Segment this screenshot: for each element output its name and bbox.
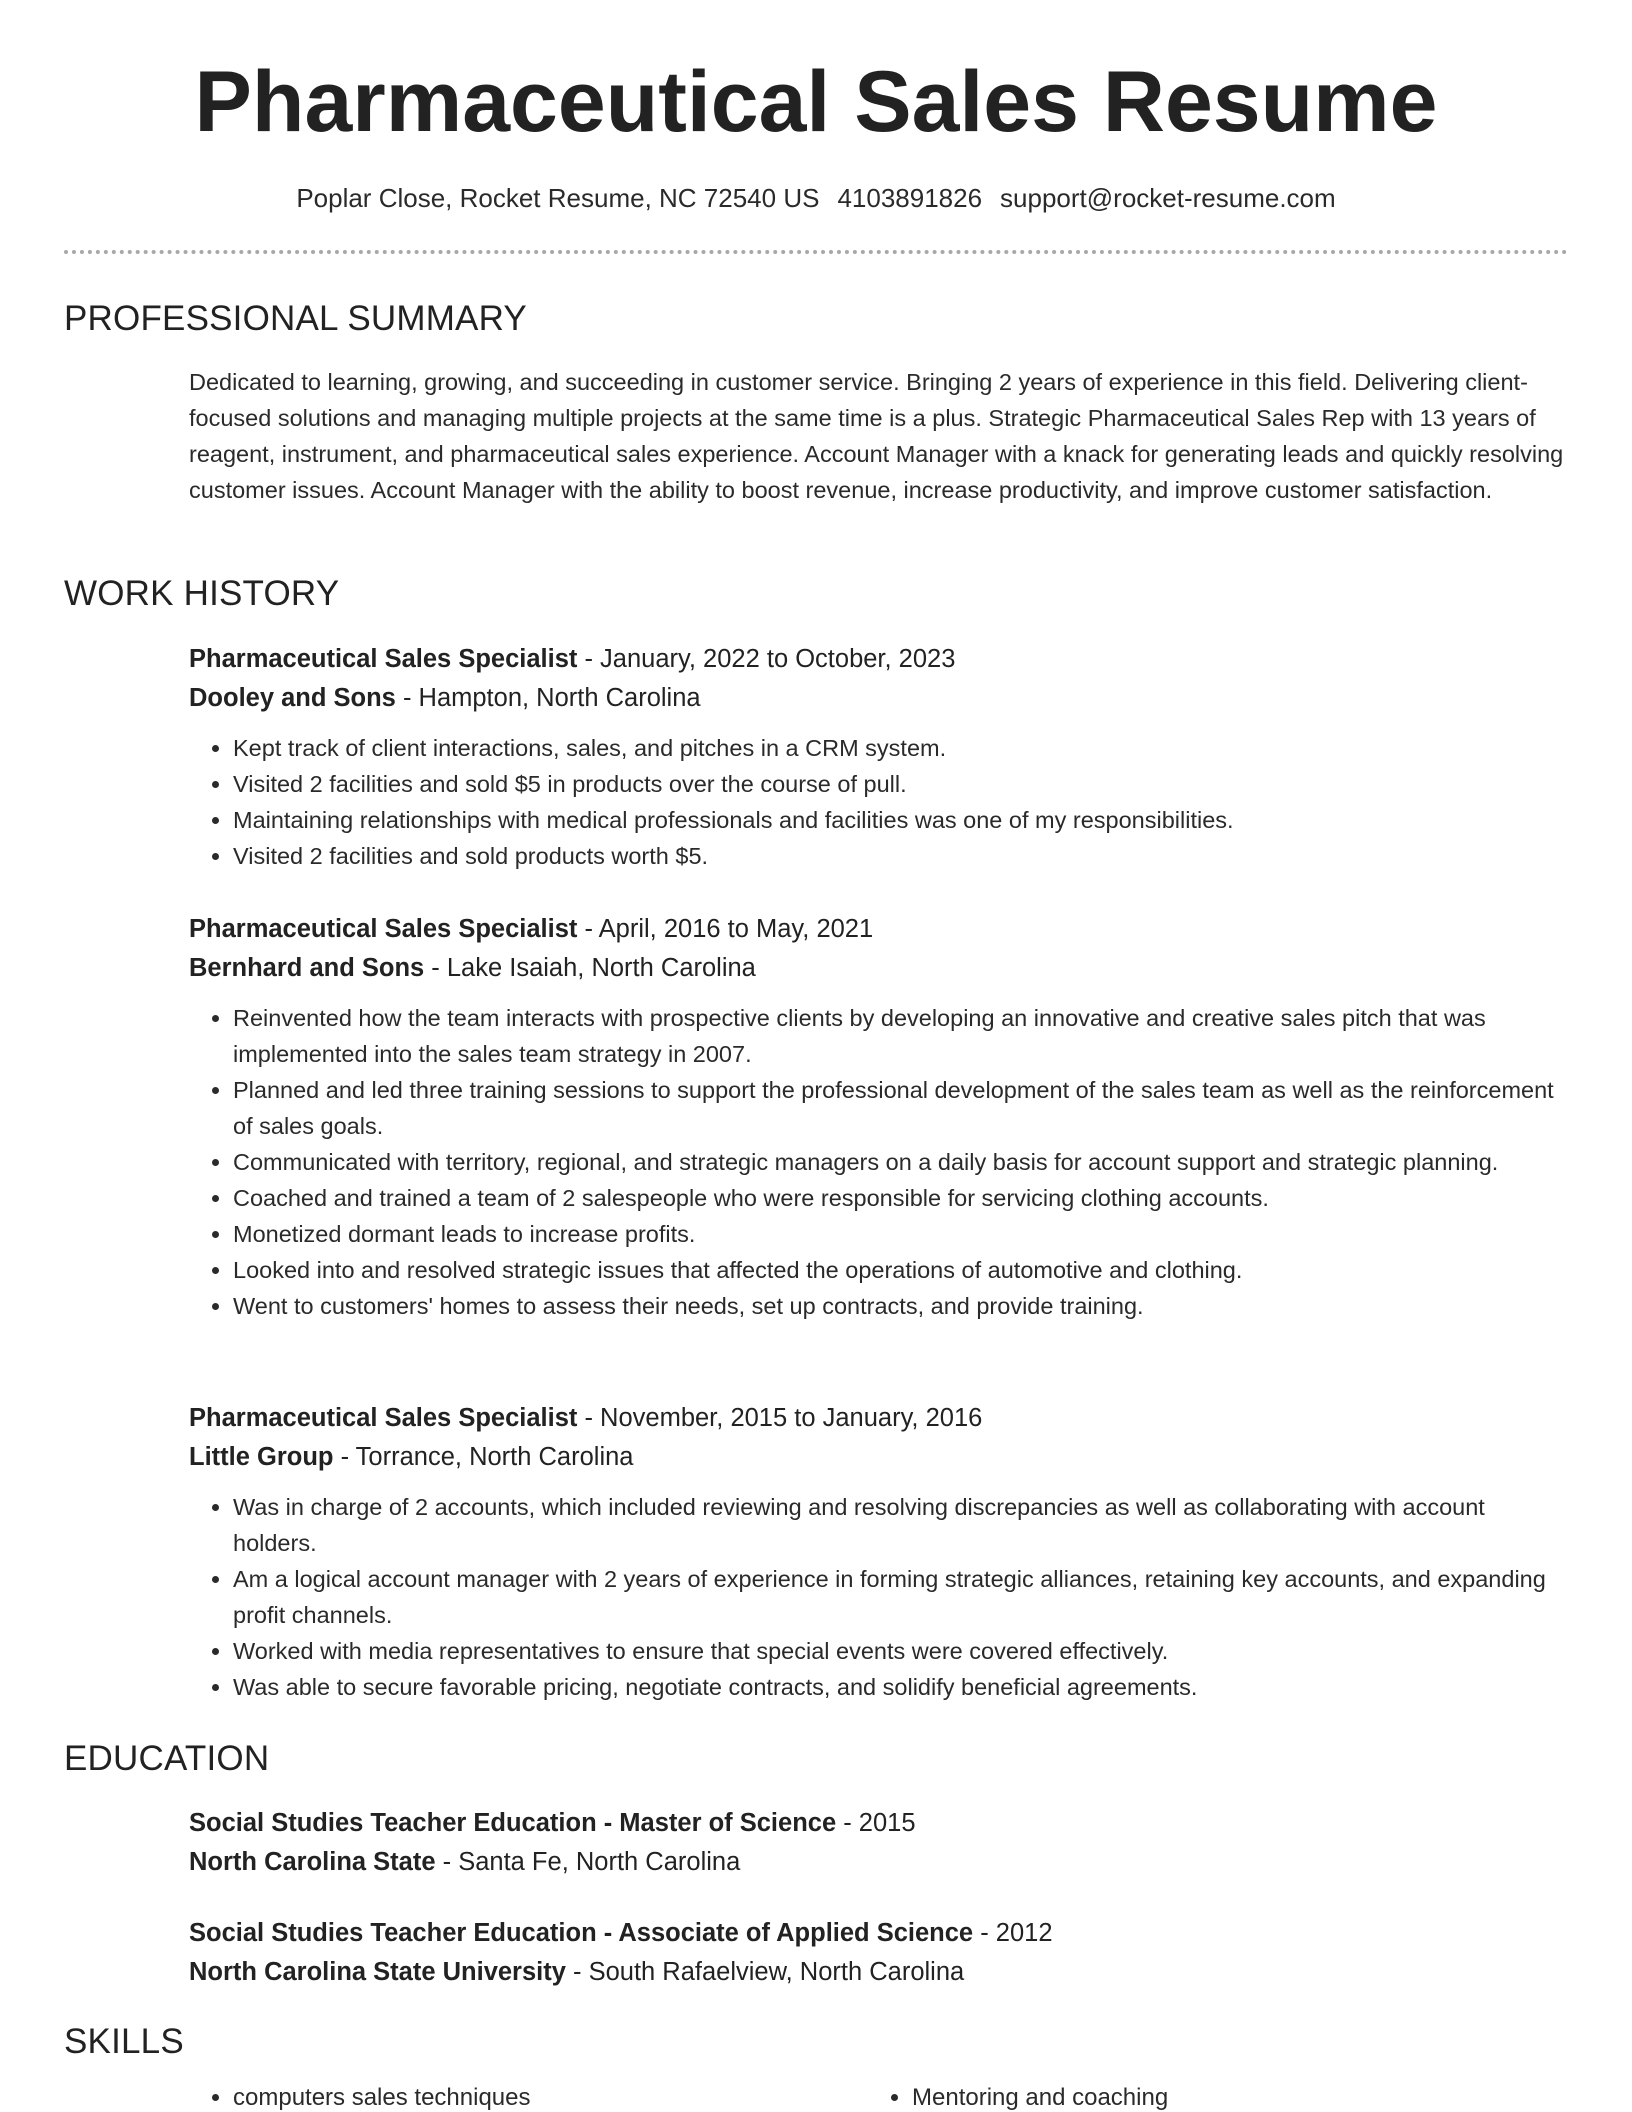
contact-email: support@rocket-resume.com (1000, 183, 1336, 213)
job-bullets (189, 1489, 1569, 1705)
job-bullet: • Went to customers' homes to assess their needs, set up contracts, and provide training. (233, 1288, 1569, 1324)
education-school-line (189, 1843, 1569, 1882)
resume-title: Pharmaceutical Sales Resume (194, 54, 1438, 150)
skills-list (189, 2080, 849, 2112)
education-entry (189, 1914, 1569, 1992)
job-bullet: • Was able to secure favorable pricing, negotiate contracts, and solidify beneficial agreements. (233, 1669, 1569, 1705)
job-entry (189, 910, 1569, 1324)
contact-line (0, 180, 1632, 216)
job-company-line (189, 1438, 1569, 1477)
education-entry (189, 1804, 1569, 1882)
skill-item: • Mentoring and coaching (912, 2080, 1528, 2112)
job-location: - Torrance, North Carolina (333, 1443, 634, 1471)
skills-column-right (868, 2080, 1528, 2112)
job-entry (189, 640, 1569, 874)
education-degree: Social Studies Teacher Education - Associate of Applied Science (189, 1919, 974, 1947)
job-role: Pharmaceutical Sales Specialist (189, 1404, 578, 1432)
job-company-line (189, 679, 1569, 718)
job-bullet: • Visited 2 facilities and sold $5 in products over the course of pull. (233, 766, 1569, 802)
job-bullet: • Coached and trained a team of 2 salespeople who were responsible for servicing clothing accounts. (233, 1180, 1569, 1216)
summary-text: Dedicated to learning, growing, and succeeding in customer service. Bringing 2 years of experience in this field. Delivering client-focused solutions and managing multiple projects at the same time is a plus. Strategic Pharmaceutical Sales Rep with 13 years of reagent, instrument, and pharmaceutical sales experience. Account Manager with a knack for generating leads and quickly resolving customer issues. Account Manager with the ability to boost revenue, increase productivity, and improve customer satisfaction. (189, 369, 1564, 503)
job-bullet: • Reinvented how the team interacts with prospective clients by developing an innovative and creative sales pitch that was implemented into the sales team strategy in 2007. (233, 1000, 1569, 1072)
job-bullet: • Monetized dormant leads to increase profits. (233, 1216, 1569, 1252)
job-bullets (189, 1000, 1569, 1324)
section-title-work-history: WORK HISTORY (64, 574, 340, 613)
job-bullet: • Was in charge of 2 accounts, which included reviewing and resolving discrepancies as well as collaborating with account holders. (233, 1489, 1569, 1561)
education-year: - 2015 (836, 1809, 916, 1837)
job-location: - Lake Isaiah, North Carolina (424, 954, 756, 982)
education-degree-line (189, 1914, 1569, 1953)
education-location: - Santa Fe, North Carolina (435, 1848, 741, 1876)
job-entry (189, 1399, 1569, 1705)
job-bullet: • Looked into and resolved strategic issues that affected the operations of automotive and clothing. (233, 1252, 1569, 1288)
education-school: North Carolina State University (189, 1958, 566, 1986)
job-bullets (189, 730, 1569, 874)
job-title-line (189, 640, 1569, 679)
skill-item: • computers sales techniques (233, 2080, 849, 2112)
education-degree: Social Studies Teacher Education - Master of Science (189, 1809, 837, 1837)
job-company: Dooley and Sons (189, 684, 396, 712)
job-bullet: • Am a logical account manager with 2 years of experience in forming strategic alliances, retaining key accounts, and expanding profit channels. (233, 1561, 1569, 1633)
job-company-line (189, 949, 1569, 988)
skills-list (868, 2080, 1528, 2112)
job-company: Little Group (189, 1443, 334, 1471)
job-location: - Hampton, North Carolina (395, 684, 701, 712)
education-school-line (189, 1953, 1569, 1992)
education-school: North Carolina State (189, 1848, 436, 1876)
section-title-education: EDUCATION (64, 1739, 270, 1778)
job-dates: - April, 2016 to May, 2021 (577, 915, 874, 943)
contact-phone: 4103891826 (837, 183, 983, 213)
job-company: Bernhard and Sons (189, 954, 425, 982)
skills-column-left (189, 2080, 849, 2112)
summary-block (189, 364, 1569, 508)
job-bullet: • Planned and led three training sessions to support the professional development of the sales team as well as the reinforcement of sales goals. (233, 1072, 1569, 1144)
job-bullet: • Visited 2 facilities and sold products worth $5. (233, 838, 1569, 874)
education-degree-line (189, 1804, 1569, 1843)
job-role: Pharmaceutical Sales Specialist (189, 915, 578, 943)
education-location: - South Rafaelview, North Carolina (565, 1958, 965, 1986)
section-title-skills: SKILLS (64, 2022, 184, 2061)
job-title-line (189, 1399, 1569, 1438)
education-year: - 2012 (973, 1919, 1053, 1947)
job-bullet: • Communicated with territory, regional, and strategic managers on a daily basis for account support and strategic planning. (233, 1144, 1569, 1180)
job-bullet: • Maintaining relationships with medical professionals and facilities was one of my responsibilities. (233, 802, 1569, 838)
job-dates: - January, 2022 to October, 2023 (577, 645, 956, 673)
job-title-line (189, 910, 1569, 949)
job-bullet: • Worked with media representatives to ensure that special events were covered effectively. (233, 1633, 1569, 1669)
section-title-summary: PROFESSIONAL SUMMARY (64, 299, 527, 338)
job-bullet: • Kept track of client interactions, sales, and pitches in a CRM system. (233, 730, 1569, 766)
job-role: Pharmaceutical Sales Specialist (189, 645, 578, 673)
contact-address: Poplar Close, Rocket Resume, NC 72540 US (296, 183, 820, 213)
job-dates: - November, 2015 to January, 2016 (577, 1404, 983, 1432)
header-divider (64, 250, 1568, 254)
